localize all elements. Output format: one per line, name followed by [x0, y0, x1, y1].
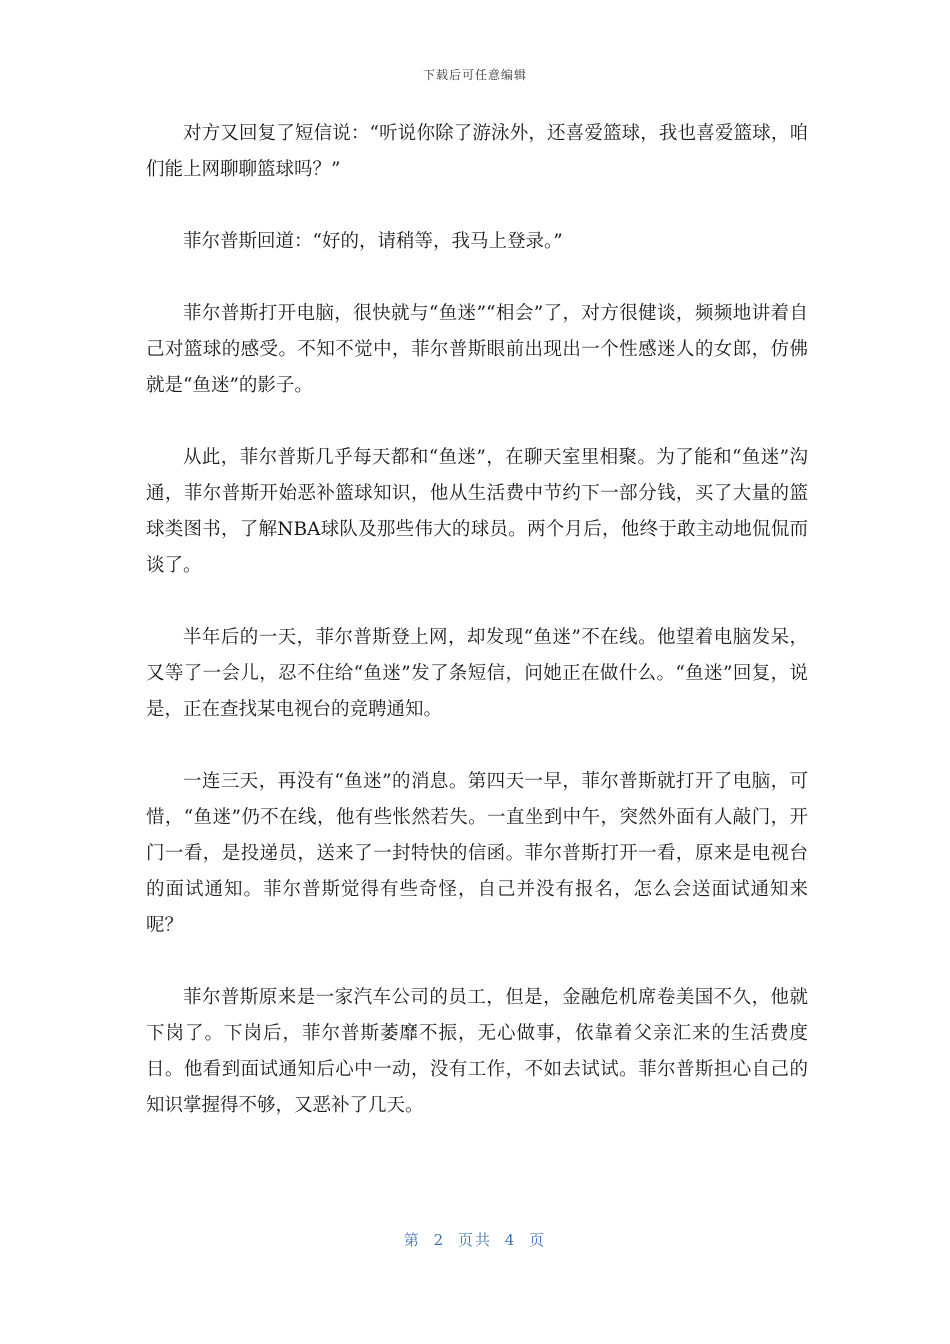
- paragraph: 菲尔普斯原来是一家汽车公司的员工，但是，金融危机席卷美国不久，他就下岗了。下岗后，菲尔普斯萎靡不振，无心做事，依靠着父亲汇来的生活费度日。他看到面试通知后心中一动，没有工作，不如去试试。菲尔普斯担心自己的知识掌握得不够，又恶补了几天。: [146, 987, 808, 1116]
- document-body: [146, 116, 808, 1160]
- paragraph: 菲尔普斯回道：“好的，请稍等，我马上登录。”: [183, 231, 563, 252]
- paragraph: 一连三天，再没有“鱼迷”的消息。第四天一早，菲尔普斯就打开了电脑，可惜，“鱼迷”仍不在线，他有些怅然若失。一直坐到中午，突然外面有人敲门，开门一看，是投递员，送来了一封特快的信函。菲尔普斯打开一看，原来是电视台的面试通知。菲尔普斯觉得有些奇怪，自己并没有报名，怎么会送面试通知来呢？: [146, 771, 808, 936]
- page-number: 第 2 页共 4 页: [403, 1231, 547, 1249]
- page-header: 下载后可任意编辑: [422, 68, 527, 82]
- paragraph: 菲尔普斯打开电脑，很快就与“鱼迷”“相会”了，对方很健谈，频频地讲着自己对篮球的感受。不知不觉中，菲尔普斯眼前出现出一个性感迷人的女郎，仿佛就是“鱼迷”的影子。: [146, 303, 808, 396]
- paragraph: 从此，菲尔普斯几乎每天都和“鱼迷”，在聊天室里相聚。为了能和“鱼迷”沟通，菲尔普斯开始恶补篮球知识，他从生活费中节约下一部分钱，买了大量的篮球类图书，了解NBA球队及那些伟大的球员。两个月后，他终于敢主动地侃侃而谈了。: [146, 447, 808, 576]
- paragraph: 对方又回复了短信说：“听说你除了游泳外，还喜爱篮球，我也喜爱篮球，咱们能上网聊聊篮球吗？”: [146, 123, 808, 180]
- paragraph: 半年后的一天，菲尔普斯登上网，却发现“鱼迷”不在线。他望着电脑发呆，又等了一会儿，忍不住给“鱼迷”发了条短信，问她正在做什么。“鱼迷”回复，说是，正在查找某电视台的竞聘通知。: [146, 627, 808, 720]
